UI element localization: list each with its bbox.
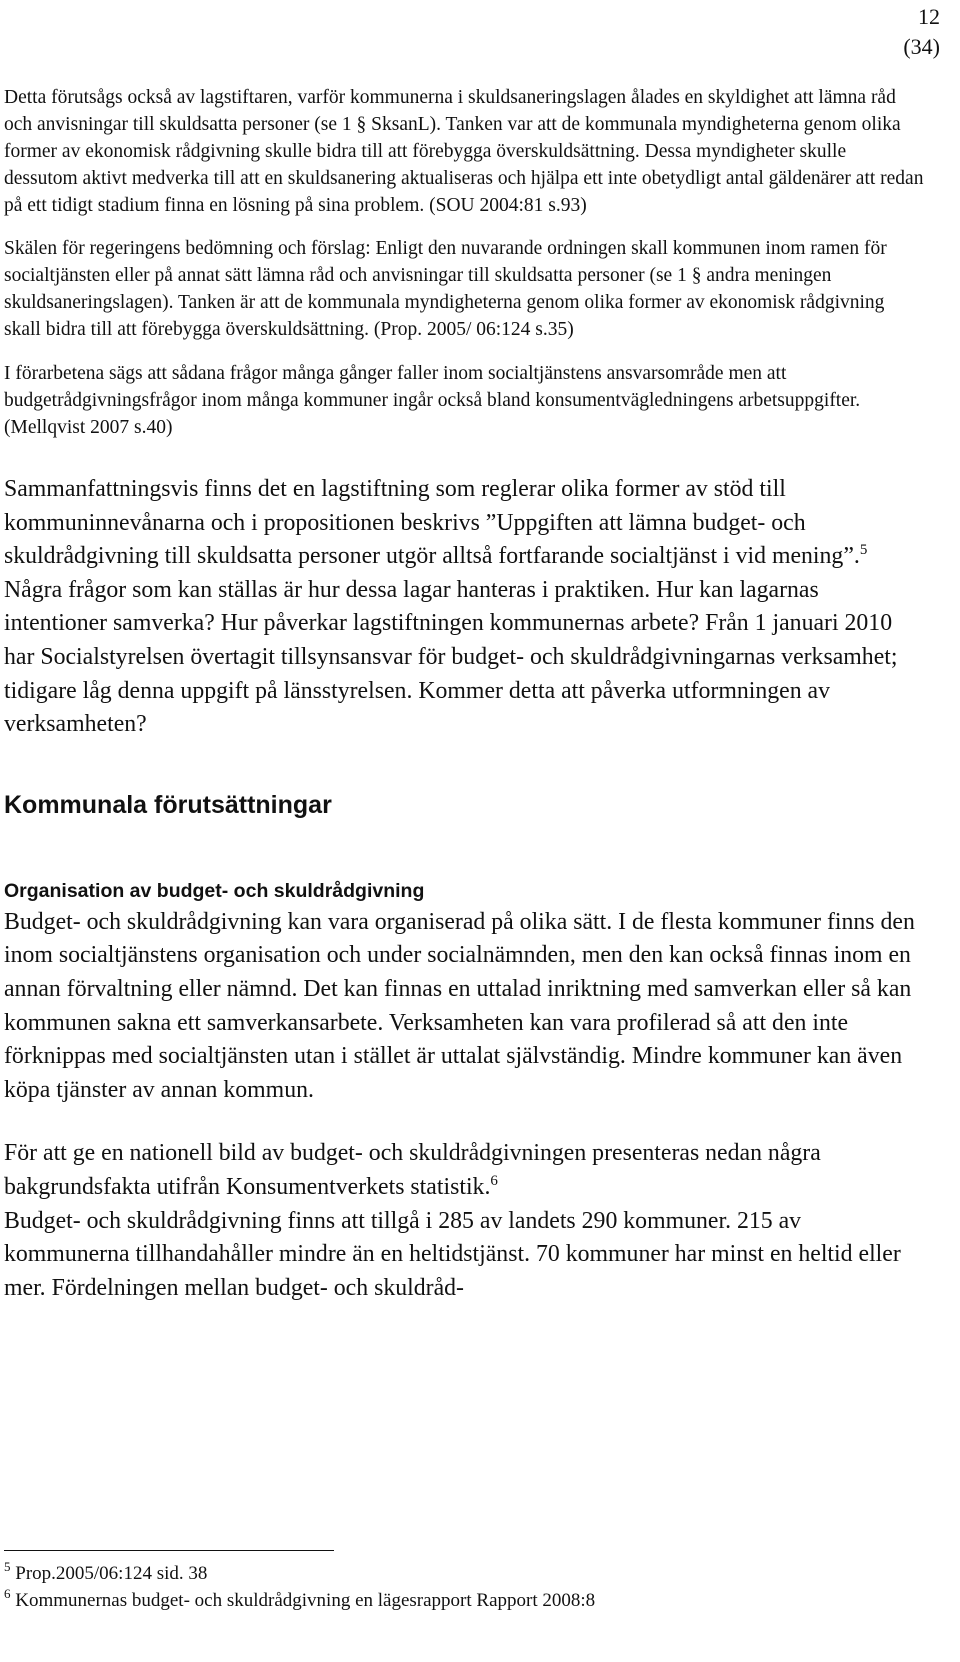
page-number: 12 (918, 4, 940, 29)
footnote-divider (4, 1550, 334, 1551)
footnote-number: 5 (4, 1559, 11, 1574)
footnote-number: 6 (4, 1586, 11, 1601)
footnote-6 (4, 1587, 904, 1614)
footnote-ref-5: 5 (859, 542, 868, 559)
footnote-text: Prop.2005/06:124 sid. 38 (15, 1563, 208, 1584)
footnote-ref-6: 6 (490, 1172, 498, 1189)
quote-paragraph-mellqvist: I förarbetena sägs att sådana frågor många gånger faller inom socialtjänstens ansvarsområde men att budgetrådgivningsfrågor inom många kommuner ingår också bland konsumentvägledningens arbetsuppgifter. (Mellqvist 2007 s.40) (4, 363, 861, 438)
footnote-text: Kommunernas budget- och skuldrådgivning en lägesrapport Rapport 2008:8 (15, 1590, 596, 1611)
statistics-paragraph (4, 1137, 924, 1305)
subsection-heading: Organisation av budget- och skuldrådgivning (4, 879, 425, 902)
summary-text-a: Sammanfattningsvis finns det en lagstiftning som reglerar olika former av stöd till kommuninnevånarna och i propositionen beskrivs ”Uppgiften att lämna budget- och skuldrådgivning till skuldsatta personer utgör alltså fortfarande socialtjänst i vid mening”. (4, 476, 860, 570)
summary-text-b: Några frågor som kan ställas är hur dessa lagar hanteras i praktiken. Hur kan lagarnas intentioner samverka? Hur påverkar lagstiftningen kommunernas arbete? Från 1 januari 2010 har Socialstyrelsen övertagit tillsynsansvar för budget- och skuldrådgivningarnas verksamhet; tidigare låg denna uppgift på länsstyrelsen. Kommer detta att påverka utformningen av verksamheten? (4, 576, 898, 738)
footnote-5 (4, 1560, 904, 1587)
page-total: (34) (903, 34, 940, 59)
footnotes (4, 1560, 904, 1614)
statistics-text-b: Budget- och skuldrådgivning finns att tillgå i 285 av landets 290 kommuner. 215 av kommunerna tillhandahåller mindre än en heltidstjänst. 70 kommuner har minst en heltid eller mer. Fördelningen mellan budget- och skuldråd- (4, 1207, 901, 1301)
page-body (4, 84, 924, 1305)
quote-paragraph-sou: Detta förutsågs också av lagstiftaren, varför kommunerna i skuldsaneringslagen ålades en skyldighet att lämna råd och anvisningar till skuldsatta personer (se 1 § SksanL). Tanken var att de kommunala myndigheterna genom olika former av ekonomisk rådgivning skulle bidra till att förebygga överskuldsättning. Dessa myndigheter skulle dessutom aktivt medverka till att en skuldsanering aktualiseras och hjälpa ett inte obetydligt antal gäldenärer att redan på ett tidigt stadium finna en lösning på sina problem. (SOU 2004:81 s.93) (4, 87, 924, 216)
summary-paragraph (4, 473, 924, 742)
quote-paragraph-prop: Skälen för regeringens bedömning och förslag: Enligt den nuvarande ordningen skall kommunen inom ramen för socialtjänsten eller på annat sätt lämna råd och anvisningar till skuldsatta personer (se 1 § andra meningen skuldsaneringslagen). Tanken är att de kommunala myndigheterna genom olika former av ekonomisk rådgivning skall bidra till att förebygga överskuldsättning. (Prop. 2005/ 06:124 s.35) (4, 238, 887, 340)
section-heading: Kommunala förutsättningar (4, 790, 332, 819)
page-number-block (903, 2, 940, 62)
statistics-text-a: För att ge en nationell bild av budget- och skuldrådgivningen presenteras nedan några bakgrundsfakta utifrån Konsumentverkets statistik. (4, 1140, 821, 1200)
organisation-paragraph: Budget- och skuldrådgivning kan vara organiserad på olika sätt. I de flesta kommuner finns den inom socialtjänstens organisation och under socialnämnden, men den kan också finnas inom en annan förvaltning eller nämnd. Det kan finnas en uttalad inriktning med samverkan eller så kan kommunen sakna ett samverkansarbete. Verksamheten kan vara profilerad så att den inte förknippas med socialtjänsten utan i stället är uttalat självständig. Mindre kommuner kan även köpa tjänster av annan kommun. (4, 908, 915, 1103)
